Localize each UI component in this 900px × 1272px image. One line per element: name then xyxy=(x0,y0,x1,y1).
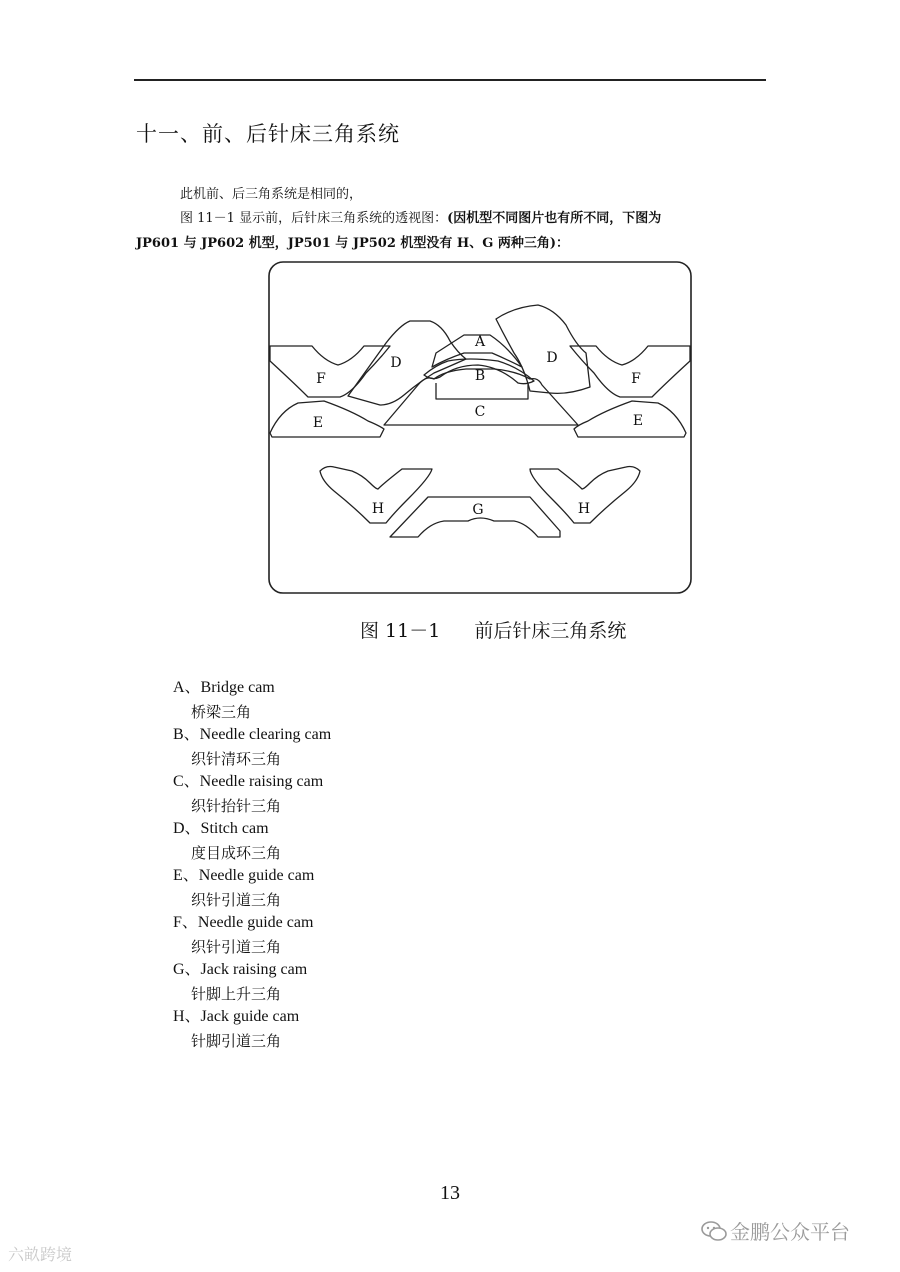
watermark-left xyxy=(8,1242,72,1265)
legend-a-en: A、Bridge cam xyxy=(173,679,275,696)
watermark-right xyxy=(700,1216,850,1247)
label-h-left: H xyxy=(371,501,385,517)
legend-b-zh: 织针清环三角 xyxy=(191,749,282,768)
legend-f-en: F、Needle guide cam xyxy=(173,914,314,931)
label-f-left: F xyxy=(316,371,326,387)
legend-d-zh: 度目成环三角 xyxy=(191,843,282,862)
legend-b-en: B、Needle clearing cam xyxy=(173,726,332,743)
legend-e-zh: 织针引道三角 xyxy=(191,890,282,909)
cam-f-left xyxy=(270,346,390,397)
label-e-left: E xyxy=(312,415,324,431)
intro-line-1: 此机前、后三角系统是相同的， xyxy=(180,187,363,202)
cam-system-diagram xyxy=(268,261,692,594)
label-f-right: F xyxy=(631,371,641,387)
header-rule xyxy=(134,79,766,81)
watermark-left-text: 六畝跨境 xyxy=(8,1245,73,1264)
legend-g-en: G、Jack raising cam xyxy=(173,961,308,978)
legend-e-en: E、Needle guide cam xyxy=(173,867,315,884)
legend-a-zh: 桥梁三角 xyxy=(191,702,252,721)
legend-g-zh: 针脚上升三角 xyxy=(191,984,282,1003)
caption-text: 前后针床三角系统 xyxy=(474,620,627,642)
cam-d-left xyxy=(348,321,466,405)
intro-line-2 xyxy=(180,207,661,226)
cam-b-slot xyxy=(436,383,528,399)
figure-caption xyxy=(360,616,626,643)
legend-f-zh: 织针引道三角 xyxy=(191,937,282,956)
intro-line-2-bold: (因机型不同图片也有所不同，下图为 xyxy=(447,211,662,226)
wechat-icon xyxy=(700,1220,730,1247)
cam-e-left xyxy=(270,401,384,437)
intro-line-3: JP601 与 JP602 机型，JP501 与 JP502 机型没有 H、G 两种三角)： xyxy=(136,236,569,251)
label-b: B xyxy=(474,368,486,384)
page-number: 13 xyxy=(440,1182,460,1204)
legend-c-zh: 织针抬针三角 xyxy=(191,796,282,815)
watermark-right-text: 金鹏公众平台 xyxy=(730,1220,850,1244)
label-d-right: D xyxy=(546,350,558,366)
cam-e-right xyxy=(574,401,686,437)
legend-d-en: D、Stitch cam xyxy=(173,820,269,837)
cam-legend xyxy=(173,677,331,1053)
legend-h-en: H、Jack guide cam xyxy=(173,1008,300,1025)
cam-d-right xyxy=(496,305,590,393)
label-g: G xyxy=(472,502,484,518)
label-h-right: H xyxy=(577,501,591,517)
label-a: A xyxy=(474,334,486,350)
label-d-left: D xyxy=(390,355,402,371)
section-title: 十一、前、后针床三角系统 xyxy=(136,122,400,146)
legend-c-en: C、Needle raising cam xyxy=(173,773,324,790)
label-e-right: E xyxy=(632,413,644,429)
label-c: C xyxy=(474,404,486,420)
diagram-frame xyxy=(269,262,691,593)
legend-h-zh: 针脚引道三角 xyxy=(191,1031,282,1050)
caption-number: 图 11－1 xyxy=(360,620,441,642)
intro-line-2-plain: 图 11－1 显示前，后针床三角系统的透视图： xyxy=(180,211,448,226)
